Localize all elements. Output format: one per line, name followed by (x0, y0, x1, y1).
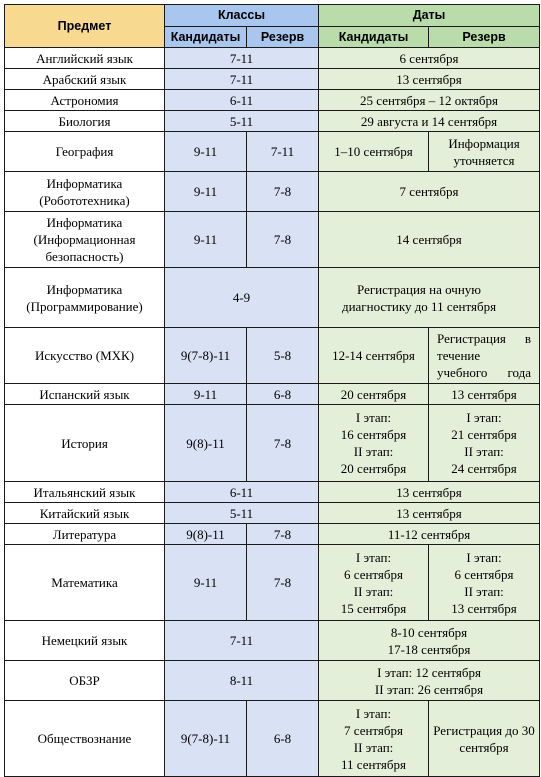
schedule-table (4, 4, 540, 777)
table-row (5, 90, 540, 111)
dates-cell: 13 сентября (319, 503, 540, 524)
grades-reserve-cell: 6-8 (247, 384, 319, 405)
dates-cell: 13 сентября (319, 482, 540, 503)
subject-cell: Итальянский язык (5, 482, 165, 503)
dates-reserve-cell: 13 сентября (429, 384, 540, 405)
subject-cell: Китайский язык (5, 503, 165, 524)
dates-reserve-cell: Информация уточняется (429, 132, 540, 172)
table-row (5, 621, 540, 661)
grades-candidates-cell: 9-11 (165, 172, 247, 212)
table-row (5, 701, 540, 777)
table-row (5, 111, 540, 132)
schedule-table-wrapper (4, 4, 539, 777)
subject-cell: Арабский язык (5, 69, 165, 90)
dates-candidates-cell: 12-14 сентября (319, 328, 429, 384)
table-row (5, 524, 540, 545)
subject-cell: Информатика (Программирование) (5, 268, 165, 328)
dates-candidates-cell: 1–10 сентября (319, 132, 429, 172)
grades-candidates-cell: 9-11 (165, 545, 247, 621)
table-row (5, 503, 540, 524)
header-grades-candidates: Кандидаты (165, 27, 247, 48)
header-grades-reserve: Резерв (247, 27, 319, 48)
dates-candidates-cell: I этап: 6 сентября II этап: 15 сентября (319, 545, 429, 621)
subject-cell: Математика (5, 545, 165, 621)
grades-cell: 7-11 (165, 621, 319, 661)
grades-cell: 7-11 (165, 69, 319, 90)
header-grades: Классы (165, 5, 319, 27)
table-row (5, 482, 540, 503)
grades-reserve-cell: 7-8 (247, 212, 319, 268)
grades-reserve-cell: 6-8 (247, 701, 319, 777)
dates-candidates-cell: 20 сентября (319, 384, 429, 405)
grades-candidates-cell: 9-11 (165, 132, 247, 172)
grades-cell: 8-11 (165, 661, 319, 701)
dates-cell: 11-12 сентября (319, 524, 540, 545)
subject-cell: Искусство (МХК) (5, 328, 165, 384)
grades-cell: 5-11 (165, 111, 319, 132)
subject-cell: Английский язык (5, 48, 165, 69)
grades-candidates-cell: 9(8)-11 (165, 524, 247, 545)
grades-reserve-cell: 7-11 (247, 132, 319, 172)
subject-cell: География (5, 132, 165, 172)
header-dates: Даты (319, 5, 540, 27)
dates-cell: 29 августа и 14 сентября (319, 111, 540, 132)
subject-cell: Астрономия (5, 90, 165, 111)
grades-reserve-cell: 7-8 (247, 524, 319, 545)
header-dates-reserve: Резерв (429, 27, 540, 48)
dates-cell: 14 сентября (319, 212, 540, 268)
table-row (5, 545, 540, 621)
grades-cell: 6-11 (165, 90, 319, 111)
grades-candidates-cell: 9-11 (165, 212, 247, 268)
dates-reserve-cell: I этап: 21 сентября II этап: 24 сентября (429, 405, 540, 482)
subject-cell: Информатика (Робототехника) (5, 172, 165, 212)
table-row (5, 328, 540, 384)
subject-cell: Литература (5, 524, 165, 545)
dates-cell: 25 сентября – 12 октября (319, 90, 540, 111)
dates-reserve-cell: I этап: 6 сентября II этап: 13 сентября (429, 545, 540, 621)
grades-reserve-cell: 7-8 (247, 172, 319, 212)
header-subject: Предмет (5, 5, 165, 48)
table-row (5, 172, 540, 212)
dates-candidates-cell: I этап: 7 сентября II этап: 11 сентября (319, 701, 429, 777)
subject-cell: История (5, 405, 165, 482)
grades-candidates-cell: 9-11 (165, 384, 247, 405)
subject-cell: Информатика (Информационная безопасность) (5, 212, 165, 268)
table-row (5, 661, 540, 701)
table-row (5, 132, 540, 172)
grades-cell: 5-11 (165, 503, 319, 524)
dates-cell: 8-10 сентября 17-18 сентября (319, 621, 540, 661)
dates-reserve-cell (429, 328, 540, 384)
table-row (5, 69, 540, 90)
grades-candidates-cell: 9(8)-11 (165, 405, 247, 482)
dates-cell: 13 сентября (319, 69, 540, 90)
subject-cell: Биология (5, 111, 165, 132)
grades-candidates-cell: 9(7-8)-11 (165, 701, 247, 777)
grades-reserve-cell: 7-8 (247, 545, 319, 621)
dates-candidates-cell: I этап: 16 сентября II этап: 20 сентября (319, 405, 429, 482)
subject-cell: Испанский язык (5, 384, 165, 405)
grades-cell: 7-11 (165, 48, 319, 69)
dates-text: Регистрация на очную диагностику до 11 сентября (341, 281, 497, 314)
dates-reserve-text: Регистрация в течение учебного года (437, 331, 532, 380)
dates-reserve-cell: Регистрация до 30 сентября (429, 701, 540, 777)
grades-cell: 6-11 (165, 482, 319, 503)
subject-cell: Обществознание (5, 701, 165, 777)
table-row (5, 384, 540, 405)
dates-cell: I этап: 12 сентября II этап: 26 сентября (319, 661, 540, 701)
dates-cell: 7 сентября (319, 172, 540, 212)
header-dates-candidates: Кандидаты (319, 27, 429, 48)
table-row (5, 268, 540, 328)
dates-cell: 6 сентября (319, 48, 540, 69)
dates-cell (319, 268, 540, 328)
grades-candidates-cell: 9(7-8)-11 (165, 328, 247, 384)
grades-reserve-cell: 7-8 (247, 405, 319, 482)
table-row (5, 405, 540, 482)
grades-reserve-cell: 5-8 (247, 328, 319, 384)
subject-cell: ОБЗР (5, 661, 165, 701)
subject-cell: Немецкий язык (5, 621, 165, 661)
grades-cell: 4-9 (165, 268, 319, 328)
table-row (5, 212, 540, 268)
table-row (5, 48, 540, 69)
